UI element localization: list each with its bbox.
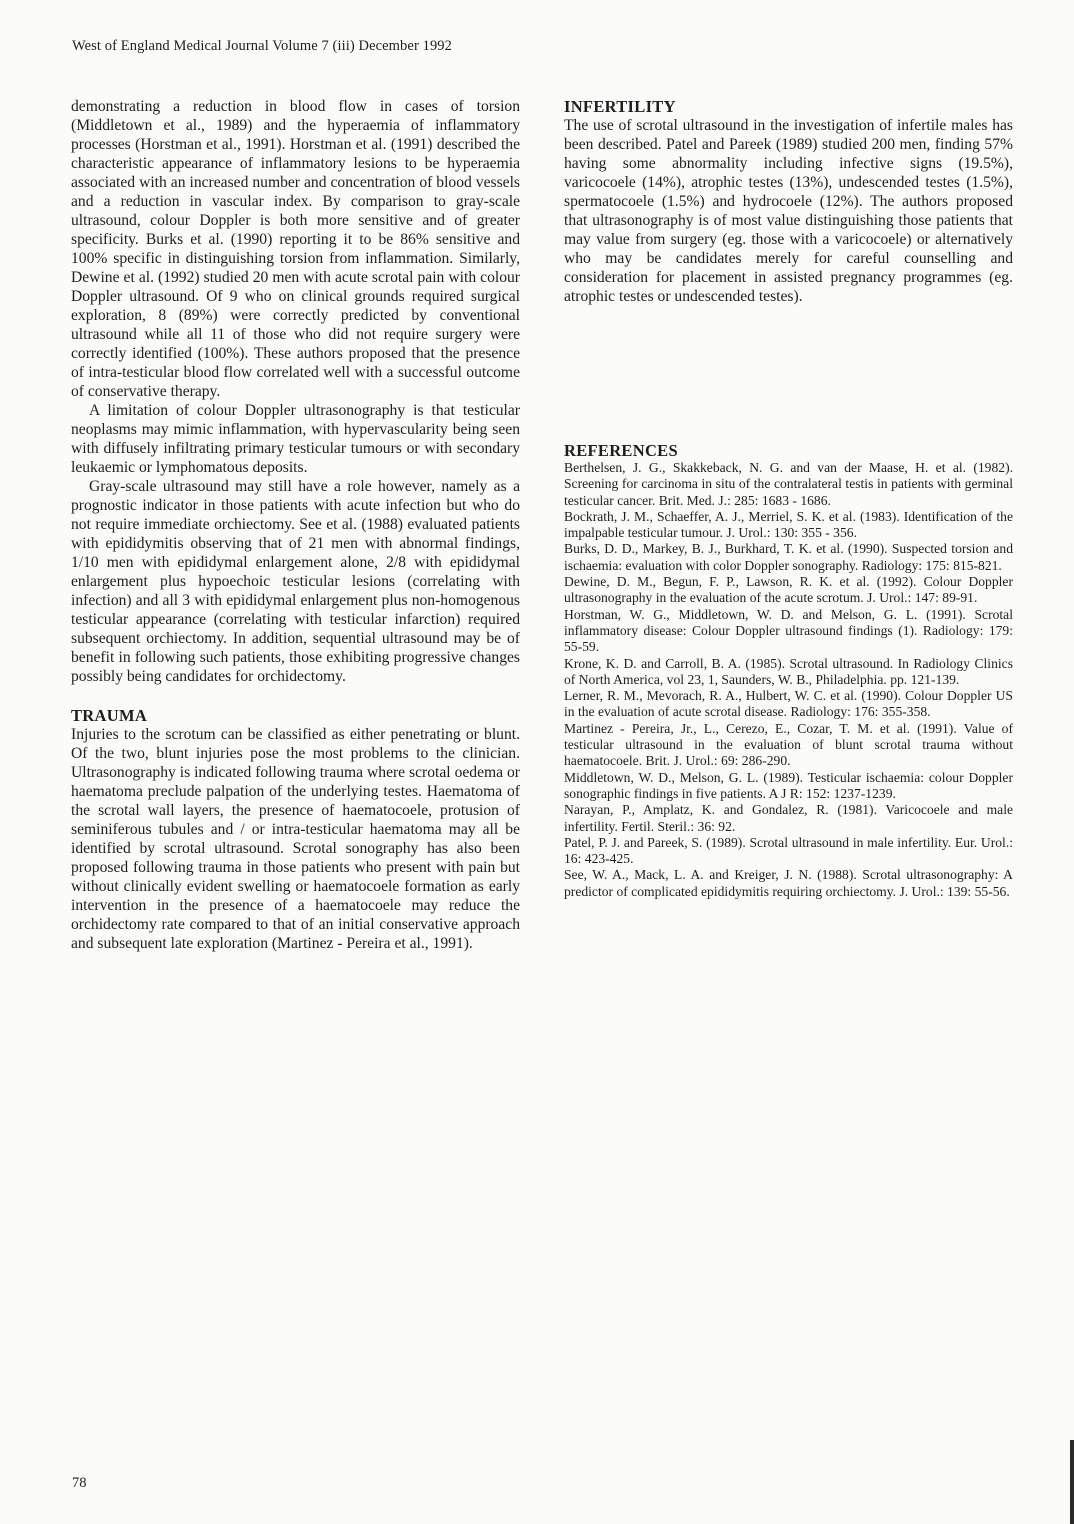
body-paragraph-2: A limitation of colour Doppler ultrasonography is that testicular neoplasms may mimic inflammation, with hypervascularity being seen with diffusely infiltrating primary testicular tumours or with secondary leukaemic or lymphomatous deposits. [71, 402, 520, 476]
body-paragraph-1: demonstrating a reduction in blood flow in cases of torsion (Middletown et al., 1989) and the hyperaemia of inflammatory processes (Horstman et al., 1991). Horstman et al. (1991) described the characteristic appearance of inflammatory lesions to be hyperaemia associated with an increased number and concentration of blood vessels and a reduction in vascular index. By comparison to gray-scale ultrasound, colour Doppler is both more sensitive and of greater specificity. Burks et al. (1990) reporting it to be 86% sensitive and 100% specific in distinguishing torsion from inflammation. Similarly, Dewine et al. (1992) studied 20 men with acute scrotal pain with colour Doppler ultrasound. Of 9 who on clinical grounds required surgical exploration, 8 (89%) were correctly predicted by conventional ultrasound while all 11 of those who did not require surgery were correctly identified (100%). These authors proposed that the presence of intra-testicular blood flow correlated well with a successful outcome of conservative therapy. [71, 98, 520, 400]
scan-edge-shadow [1070, 1440, 1074, 1524]
trauma-heading: TRAUMA [71, 706, 148, 725]
trauma-paragraph: Injuries to the scrotum can be classified as either penetrating or blunt. Of the two, blunt injuries pose the most problems to the clinician. Ultrasonography is indicated following trauma where scrotal oedema or haematoma preclude palpation of the underlying testes. Haematoma of the scrotal wall layers, the presence of haematocoele, protusion of seminiferous tubules and / or intra-testicular haematoma may all be identified by scrotal ultrasound. Scrotal sonography has also been proposed following trauma in those patients who present with pain but without clinically evident swelling or haematocoele formation as early intervention in the presence of a haematocoele may reduce the orchidectomy rate compared to that of an initial conservative approach and subsequent late exploration (Martinez - Pereira et al., 1991). [71, 726, 520, 952]
body-paragraph-3: Gray-scale ultrasound may still have a role however, namely as a prognostic indicator in those patients with acute infection but who do not require immediate orchiectomy. See et al. (1988) evaluated patients with epididymitis observing that of 21 men with abnormal findings, 1/10 men with epididymal enlargement alone, 2/8 with epididymal enlargement plus hypoechoic testicular lesions (correlating with infection) and all 3 with epididymal enlargement plus non-homogenous testicular appearance (correlating with testicular infarction) required subsequent orchiectomy. In addition, sequential ultrasound may be of benefit in following such patients, those exhibiting progressive changes possibly being candidates for orchidectomy. [71, 478, 520, 685]
reference-item: See, W. A., Mack, L. A. and Kreiger, J. N. (1988). Scrotal ultrasonography: A predictor of complicated epididymitis requiring orchiectomy. J. Urol.: 139: 55-56. [564, 867, 1013, 899]
reference-item: Horstman, W. G., Middletown, W. D. and Melson, G. L. (1991). Scrotal inflammatory disease: Colour Doppler ultrasound findings (1). Radiology: 179: 55-59. [564, 606, 1013, 655]
reference-list [564, 460, 1013, 900]
infertility-heading: INFERTILITY [564, 97, 676, 116]
page-number: 78 [72, 1475, 87, 1491]
left-column [71, 97, 520, 953]
reference-item: Dewine, D. M., Begun, F. P., Lawson, R. K. et al. (1992). Colour Doppler ultrasonography in the evaluation of the acute scrotum. J. Urol.: 147: 89-91. [564, 574, 1013, 606]
reference-item: Middletown, W. D., Melson, G. L. (1989). Testicular ischaemia: colour Doppler sonographic findings in five patients. A J R: 152: 1237-1239. [564, 769, 1013, 801]
reference-item: Narayan, P., Amplatz, K. and Gondalez, R. (1981). Varicocoele and male infertility. Fertil. Steril.: 36: 92. [564, 802, 1013, 834]
reference-item: Burks, D. D., Markey, B. J., Burkhard, T. K. et al. (1990). Suspected torsion and ischaemia: evaluation with color Doppler sonography. Radiology: 175: 815-821. [564, 541, 1013, 573]
references-heading: REFERENCES [564, 441, 678, 460]
reference-item: Martinez - Pereira, Jr., L., Cerezo, E., Cozar, T. M. et al. (1991). Value of testicular ultrasound in the evaluation of blunt scrotal trauma without haematocoele. Brit. J. Urol.: 69: 286-290. [564, 720, 1013, 769]
infertility-paragraph: The use of scrotal ultrasound in the investigation of infertile males has been described. Patel and Pareek (1989) studied 200 men, finding 57% having some abnormality including infective signs (19.5%), varicocoele (14%), atrophic testes (13%), undescended testes (1.5%), spermatocoele (1.5%) and hydrocoele (12%). The authors proposed that ultrasonography is of most value distinguishing those patients that may value from surgery (eg. those with a varicocoele) or alternatively who may be candidates merely for careful counselling and consideration for placement in assisted pregnancy programmes (eg. atrophic testes or undescended testes). [564, 117, 1013, 305]
reference-item: Bockrath, J. M., Schaeffer, A. J., Merriel, S. K. et al. (1983). Identification of the impalpable testicular tumour. J. Urol.: 130: 355 - 356. [564, 508, 1013, 541]
right-column [564, 97, 1013, 900]
reference-item: Lerner, R. M., Mevorach, R. A., Hulbert, W. C. et al. (1990). Colour Doppler US in the evaluation of acute scrotal disease. Radiology: 176: 355-358. [564, 688, 1013, 720]
reference-item: Krone, K. D. and Carroll, B. A. (1985). Scrotal ultrasound. In Radiology Clinics of North America, vol 23, 1, Saunders, W. B., Philadelphia. pp. 121-139. [564, 655, 1013, 687]
reference-item: Patel, P. J. and Pareek, S. (1989). Scrotal ultrasound in male infertility. Eur. Urol.: 16: 423-425. [564, 834, 1013, 867]
reference-item: Berthelsen, J. G., Skakkeback, N. G. and van der Maase, H. et al. (1982). Screening for carcinoma in situ of the contralateral testis in patients with germinal testicular cancer. Brit. Med. J.: 285: 1683 - 1686. [564, 460, 1013, 508]
running-head: West of England Medical Journal Volume 7 (iii) December 1992 [72, 38, 452, 54]
